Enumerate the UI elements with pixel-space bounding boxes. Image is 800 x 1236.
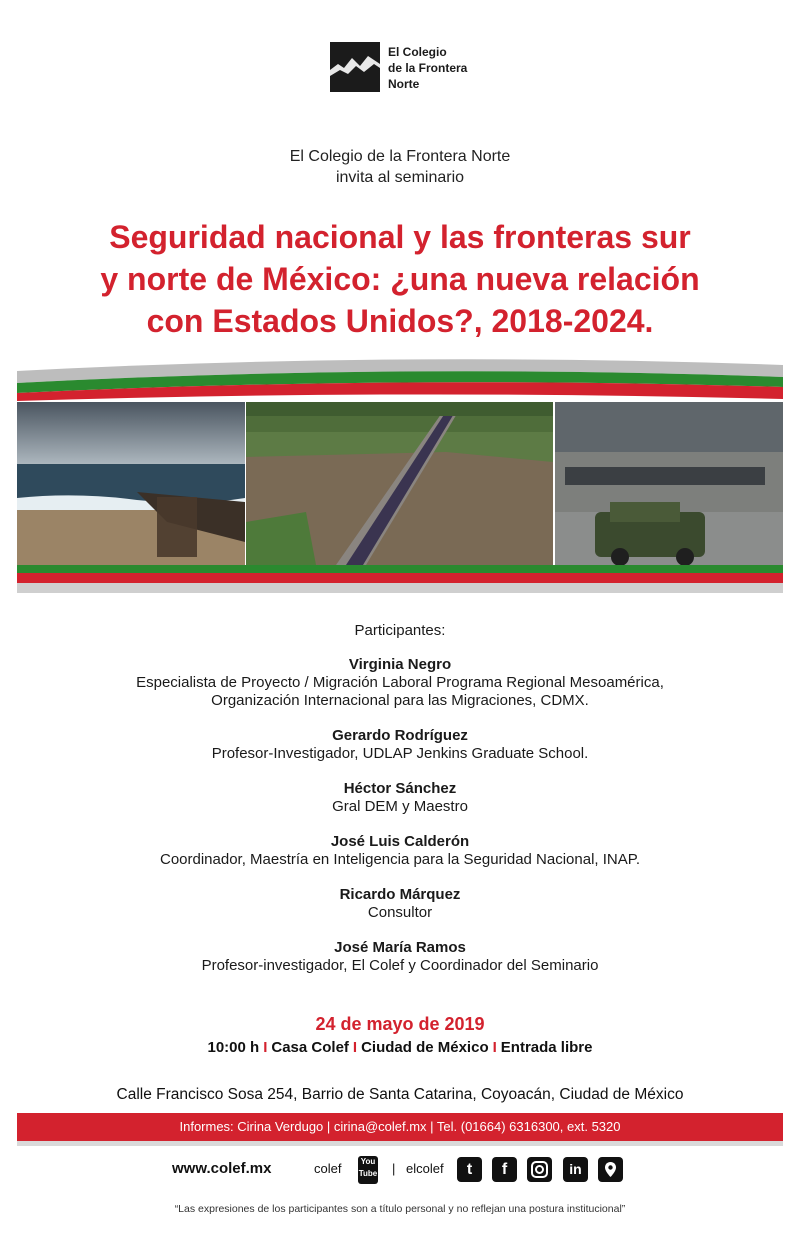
intro-line-1: El Colegio de la Frontera Norte — [289, 148, 511, 165]
event-details — [0, 1039, 800, 1056]
participant-role: Gral DEM y Maestro — [332, 798, 468, 815]
location-pin-icon[interactable] — [598, 1157, 623, 1182]
youtube-icon[interactable] — [358, 1156, 378, 1184]
participant — [0, 886, 800, 922]
participant — [0, 780, 800, 816]
event-venue: Casa Colef — [271, 1039, 349, 1056]
instagram-icon[interactable] — [527, 1157, 552, 1182]
participant-role: Especialista de Proyecto / Migración Laboral Programa Regional Mesoamérica, — [136, 674, 664, 691]
intro-text — [0, 146, 800, 188]
youtube-icon-text: Tube — [358, 1169, 378, 1178]
participant-role: Coordinador, Maestría en Inteligencia para la Seguridad Nacional, INAP. — [159, 851, 640, 868]
participant-name: José María Ramos — [334, 939, 466, 956]
participant-role: Profesor-investigador, El Colef y Coordinador del Seminario — [201, 957, 599, 974]
event-time: 10:00 h — [207, 1039, 260, 1056]
event-address: Calle Francisco Sosa 254, Barrio de Santa Catarina, Coyoacán, Ciudad de México — [116, 1086, 684, 1103]
photo-banner — [17, 355, 783, 595]
photo-river-bridge — [246, 402, 553, 565]
website-link[interactable]: www.colef.mx — [172, 1160, 272, 1177]
disclaimer: “Las expresiones de los participantes son a título personal y no reflejan una postura institucional” — [174, 1203, 626, 1215]
participant — [0, 833, 800, 869]
footer-divider: | — [392, 1161, 396, 1176]
intro-line-2: invita al seminario — [335, 169, 465, 186]
title-line-2: y norte de México: ¿una nueva relación — [100, 261, 700, 297]
participant-name: José Luis Calderón — [330, 833, 470, 850]
social-handle: elcolef — [406, 1161, 444, 1176]
participant-role: Consultor — [367, 904, 433, 921]
participant — [0, 656, 800, 710]
seminar-title — [0, 216, 800, 342]
info-bar-shadow — [17, 1141, 783, 1146]
participant — [0, 727, 800, 763]
youtube-icon-text: You — [360, 1157, 376, 1166]
logo-wordmark — [388, 44, 467, 92]
footer-social — [0, 1152, 800, 1186]
separator: I — [492, 1039, 497, 1056]
event-entry: Entrada libre — [500, 1039, 593, 1056]
participant-role: Organización Internacional para las Migraciones, CDMX. — [211, 692, 589, 709]
logo-line-3: Norte — [388, 77, 420, 91]
separator: I — [263, 1039, 268, 1056]
logo-mark — [330, 42, 380, 92]
photo-border-police — [555, 402, 783, 565]
participant-name: Gerardo Rodríguez — [332, 727, 468, 744]
participant-name: Héctor Sánchez — [343, 780, 457, 797]
participant-name: Ricardo Márquez — [339, 886, 461, 903]
participant — [0, 939, 800, 975]
separator: I — [352, 1039, 358, 1056]
colef-logo — [330, 42, 480, 92]
info-contact[interactable]: Informes: Cirina Verdugo | cirina@colef.mx | Tel. (01664) 6316300, ext. 5320 — [179, 1119, 621, 1134]
youtube-label: colef — [314, 1161, 342, 1176]
logo-line-1: El Colegio — [388, 45, 447, 59]
facebook-icon[interactable]: f — [492, 1157, 517, 1182]
info-bar — [17, 1113, 783, 1141]
photo-beach-border — [17, 402, 245, 565]
logo-line-2: de la Frontera — [388, 61, 468, 75]
event-date: 24 de mayo de 2019 — [315, 1014, 485, 1034]
event-city: Ciudad de México — [361, 1039, 489, 1056]
title-line-1: Seguridad nacional y las fronteras sur — [109, 219, 691, 255]
participant-role: Profesor-Investigador, UDLAP Jenkins Graduate School. — [211, 745, 589, 762]
participants-list — [0, 656, 800, 992]
title-line-3: con Estados Unidos?, 2018-2024. — [146, 303, 654, 339]
linkedin-icon[interactable]: in — [563, 1157, 588, 1182]
participant-name: Virginia Negro — [348, 656, 452, 673]
participants-label: Participantes: — [354, 622, 446, 639]
twitter-icon[interactable]: t — [457, 1157, 482, 1182]
